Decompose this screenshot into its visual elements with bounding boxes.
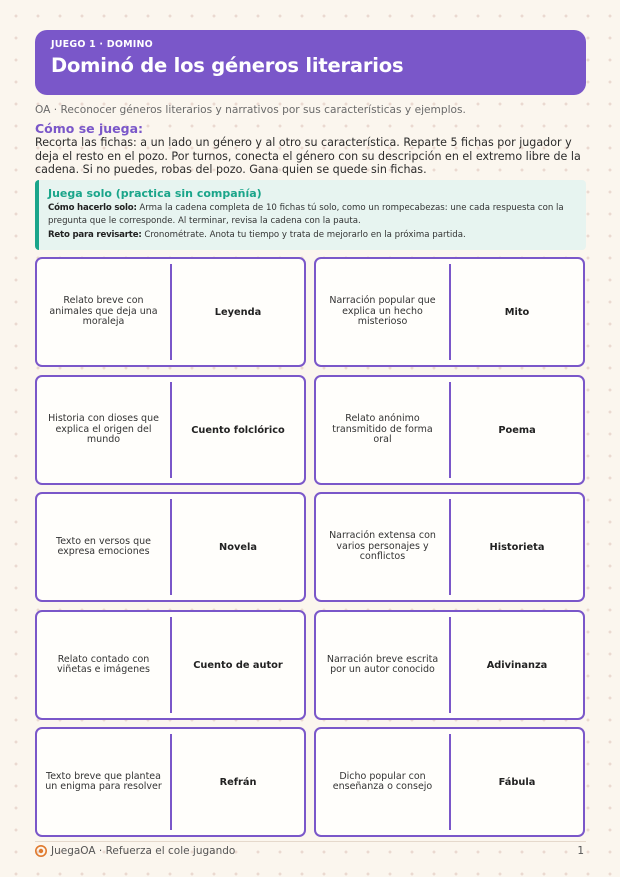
domino-tile bbox=[314, 375, 585, 485]
tile-genre: Historieta bbox=[489, 541, 545, 553]
tile-description: Narración popular que explica un hecho misterioso bbox=[329, 295, 436, 328]
domino-tile bbox=[314, 257, 585, 367]
page-number: 1 bbox=[577, 845, 584, 857]
solo-challenge-label: Reto para revisarte: bbox=[48, 230, 142, 240]
solo-title: Juega solo (practica sin compañía) bbox=[48, 187, 262, 200]
tile-genre: Adivinanza bbox=[486, 659, 548, 671]
tile-description: Dicho popular con enseñanza o consejo bbox=[332, 770, 433, 792]
tile-description: Historia con dioses que explica el origen del mundo bbox=[48, 413, 159, 446]
target-icon bbox=[35, 845, 47, 857]
tile-description: Narración breve escrita por un autor conocido bbox=[326, 653, 439, 675]
tile-genre: Poema bbox=[498, 424, 536, 436]
how-to-play-title: Cómo se juega: bbox=[35, 121, 144, 136]
domino-tile bbox=[314, 610, 585, 720]
tile-genre: Cuento folclórico bbox=[191, 424, 285, 436]
tile-description: Narración extensa con varios personajes y conflictos bbox=[329, 530, 436, 563]
solo-challenge-line bbox=[48, 229, 576, 242]
page-footer bbox=[35, 843, 586, 859]
domino-tile bbox=[35, 727, 306, 837]
solo-how-label: Cómo hacerlo solo: bbox=[48, 203, 137, 213]
game-kicker: JUEGO 1 · DOMINO bbox=[51, 39, 153, 50]
tile-genre: Novela bbox=[219, 541, 257, 553]
page-header bbox=[35, 30, 586, 95]
domino-tile bbox=[314, 727, 585, 837]
tile-genre: Fábula bbox=[498, 776, 536, 788]
tile-genre: Mito bbox=[504, 306, 530, 318]
domino-tile bbox=[314, 492, 585, 602]
tile-genre: Leyenda bbox=[214, 306, 262, 318]
domino-tile bbox=[35, 492, 306, 602]
domino-tile bbox=[35, 610, 306, 720]
footer-brand: JuegaOA · Refuerza el cole jugando bbox=[51, 845, 236, 857]
tile-description: Relato contado con viñetas e imágenes bbox=[57, 653, 150, 675]
solo-how-text: Arma la cadena completa de 10 fichas tú solo, como un rompecabezas: une cada respuesta con la pregunta que le corresponde. Al terminar, revisa la cadena con la pauta. bbox=[48, 203, 564, 226]
tile-description: Texto breve que plantea un enigma para resolver bbox=[45, 770, 162, 792]
solo-challenge-text: Cronométrate. Anota tu tiempo y trata de mejorarlo en la próxima partida. bbox=[144, 230, 466, 240]
learning-objective: OA · Reconocer géneros literarios y narrativos por sus características y ejemplos. bbox=[35, 104, 466, 116]
domino-tile bbox=[35, 257, 306, 367]
tile-genre: Cuento de autor bbox=[193, 659, 283, 671]
page-title: Dominó de los géneros literarios bbox=[51, 54, 404, 77]
footer-divider bbox=[35, 841, 586, 842]
tile-genre: Refrán bbox=[219, 776, 257, 788]
how-to-play-text: Recorta las fichas: a un lado un género y al otro su característica. Reparte 5 fichas por jugador y deja el resto en el pozo. Por turnos, conecta el género con su descripción en el extremo libre de la cadena. Si no puedes, robas del pozo. Gana quien se quede sin fichas. bbox=[35, 136, 581, 177]
solo-how-line bbox=[48, 202, 576, 228]
domino-tile bbox=[35, 375, 306, 485]
tile-description: Relato breve con animales que deja una moraleja bbox=[49, 295, 158, 328]
solo-play-box bbox=[35, 180, 586, 250]
tile-description: Relato anónimo transmitido de forma oral bbox=[332, 413, 433, 446]
tile-description: Texto en versos que expresa emociones bbox=[56, 535, 151, 557]
